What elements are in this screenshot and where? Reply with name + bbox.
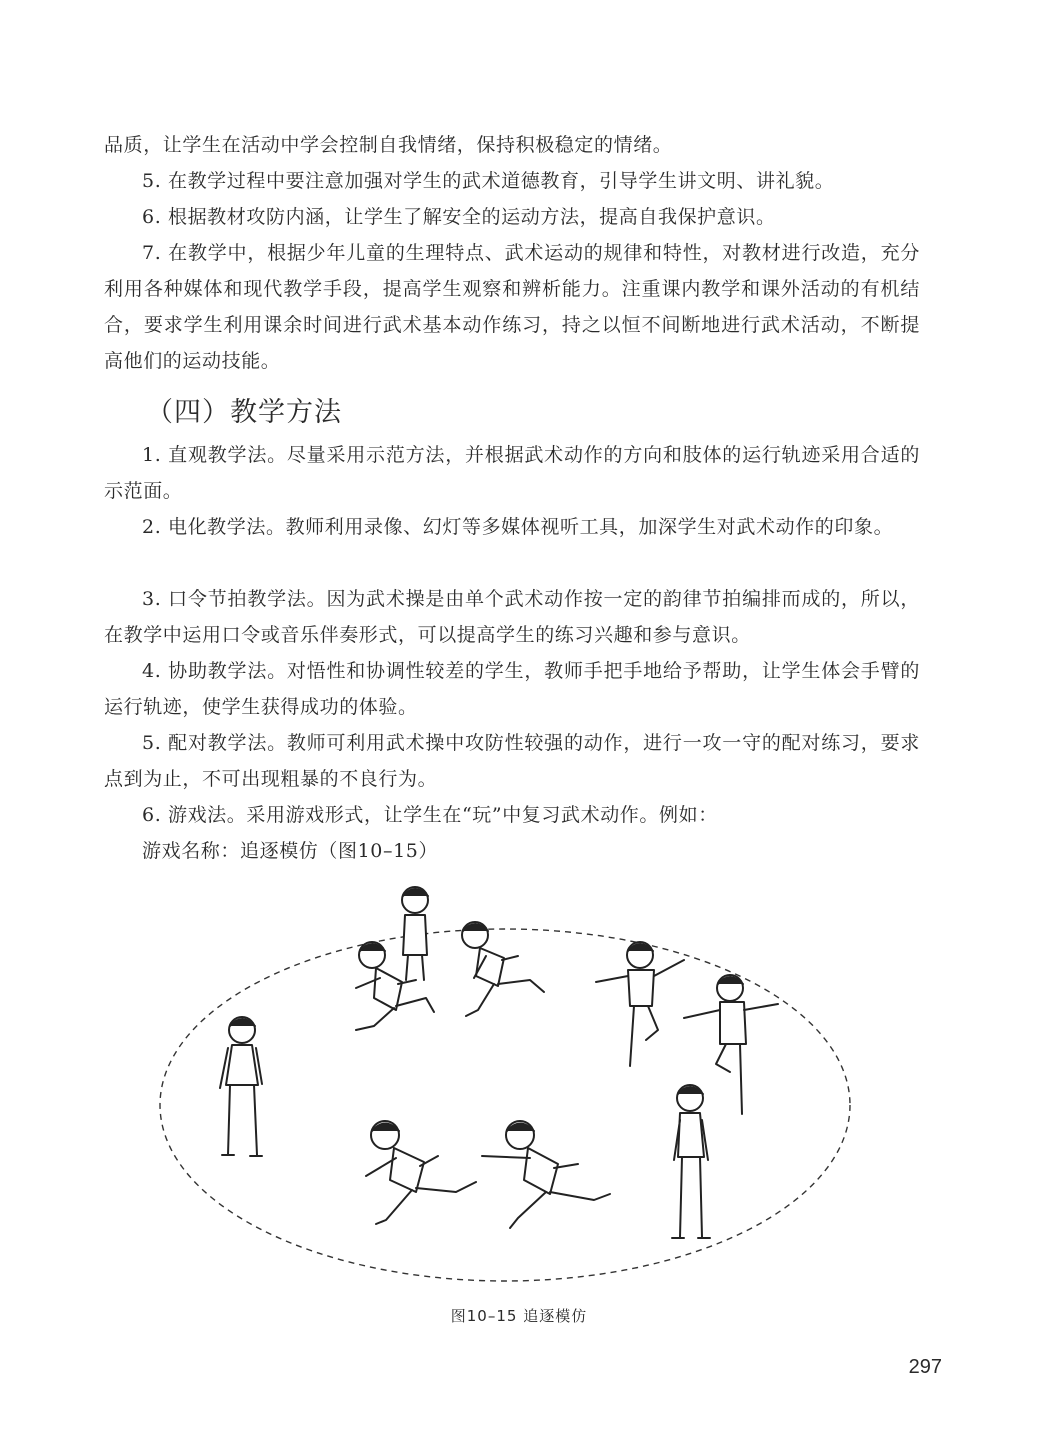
method-1: 1. 直观教学法。尽量采用示范方法，并根据武术动作的方向和肢体的运行轨迹采用合适的示范面。 xyxy=(104,444,920,502)
chase-imitate-illustration xyxy=(150,880,870,1290)
paragraph-item-6: 6. 根据教材攻防内涵，让学生了解安全的运动方法，提高自我保护意识。 xyxy=(142,206,776,228)
paragraph-continuation: 品质，让学生在活动中学会控制自我情绪，保持积极稳定的情绪。 xyxy=(104,134,673,156)
paragraph-item-5: 5. 在教学过程中要注意加强对学生的武术道德教育，引导学生讲文明、讲礼貌。 xyxy=(142,170,835,192)
section-heading: （四）教学方法 xyxy=(146,397,342,428)
method-6: 6. 游戏法。采用游戏形式，让学生在“玩”中复习武术动作。例如： xyxy=(142,804,718,826)
game-name-line: 游戏名称：追逐模仿（图10–15） xyxy=(142,840,439,862)
standing-child-top-figure xyxy=(402,887,428,980)
paragraph-item-7: 7. 在教学中，根据少年儿童的生理特点、武术运动的规律和特性，对教材进行改造，充分利用各种媒体和现代教学手段，提高学生观察和辨析能力。注重课内教学和课外活动的有机结合，要求学生利用课余时间进行武术基本动作练习，持之以恒不间断地进行武术活动，不断提高他们的运动技能。 xyxy=(104,242,920,372)
balancing-child-right-1-figure xyxy=(596,942,684,1066)
standing-child-left-figure xyxy=(220,1017,262,1156)
page-number: 297 xyxy=(908,1356,942,1378)
method-2: 2. 电化教学法。教师利用录像、幻灯等多媒体视听工具，加深学生对武术动作的印象。 xyxy=(142,516,894,538)
running-child-bottom-middle-figure xyxy=(482,1121,610,1228)
dashed-circle-track xyxy=(160,929,850,1281)
running-child-bottom-left-figure xyxy=(366,1121,476,1224)
method-5: 5. 配对教学法。教师可利用武术操中攻防性较强的动作，进行一攻一守的配对练习，要求点到为止，不可出现粗暴的不良行为。 xyxy=(104,732,920,790)
figure-caption: 图10–15 追逐模仿 xyxy=(450,1307,588,1325)
method-4: 4. 协助教学法。对悟性和协调性较差的学生，教师手把手地给予帮助，让学生体会手臂的运行轨迹，使学生获得成功的体验。 xyxy=(104,660,920,718)
running-child-top-middle-figure xyxy=(462,922,544,1016)
method-3: 3. 口令节拍教学法。因为武术操是由单个武术动作按一定的韵律节拍编排而成的，所以，在教学中运用口令或音乐伴奏形式，可以提高学生的练习兴趣和参与意识。 xyxy=(104,588,920,646)
standing-child-bottom-right-figure xyxy=(672,1085,710,1238)
